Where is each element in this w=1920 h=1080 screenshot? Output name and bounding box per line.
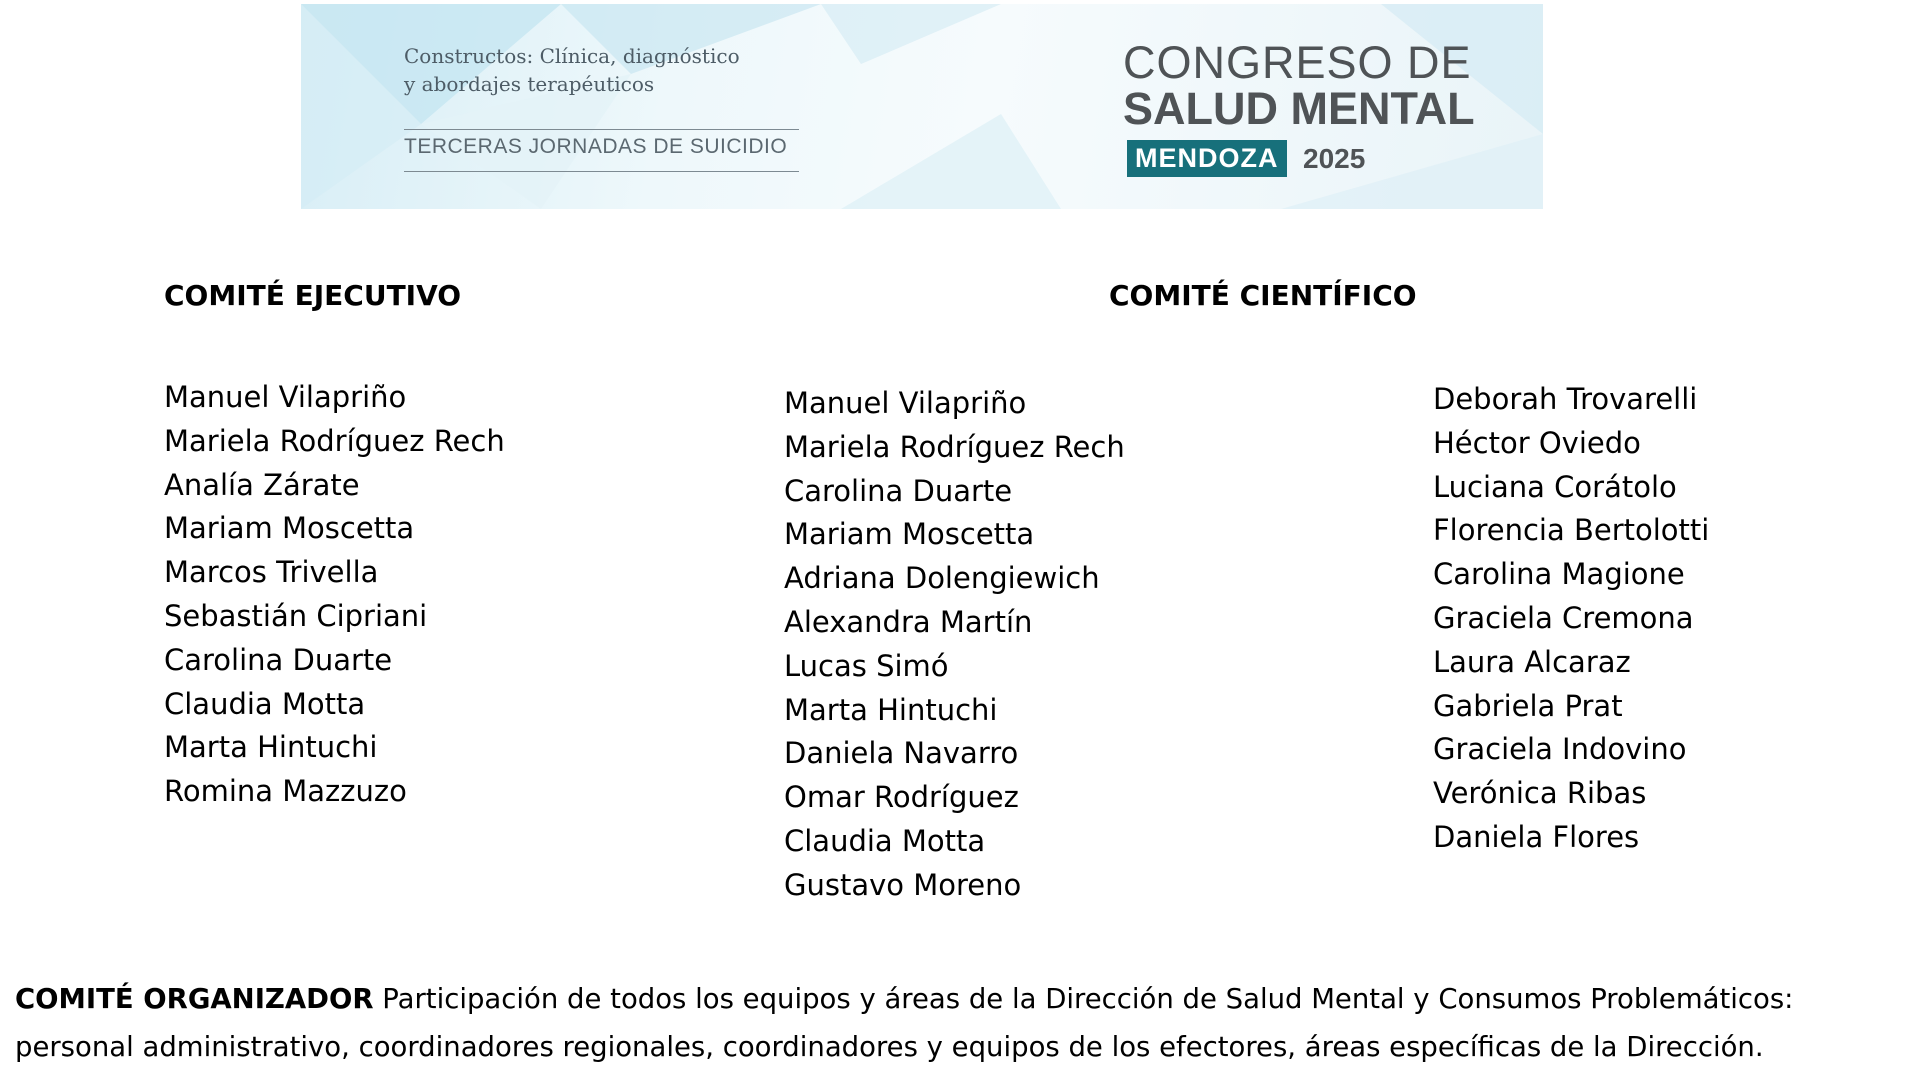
cientifico-member: Daniela Flores: [1433, 819, 1640, 854]
cientifico-heading: COMITÉ CIENTÍFICO: [1109, 279, 1417, 312]
ejecutivo-member: Analía Zárate: [164, 467, 360, 502]
ejecutivo-member-list: [164, 376, 505, 814]
banner-congreso-title: CONGRESO DE: [1123, 37, 1472, 88]
banner-year: 2025: [1303, 143, 1366, 174]
ejecutivo-member: Romina Mazzuzo: [164, 774, 407, 809]
ejecutivo-member: Marcos Trivella: [164, 555, 379, 590]
organizador-text: Participación de todos los equipos y áreas de la Dirección de Salud Mental y Consumos Problemáticos: personal administrativo, coordinadores regionales, coordinadores y equipos de los efectores, áreas específicas de la Dirección.: [15, 983, 1794, 1063]
ejecutivo-member: Carolina Duarte: [164, 642, 393, 677]
banner-divider-bottom: [404, 171, 799, 172]
banner-subtitle: Constructos: Clínica, diagnóstico y abordajes terapéuticos: [404, 44, 740, 96]
cientifico-member: Héctor Oviedo: [1433, 425, 1641, 460]
cientifico-member: Graciela Indovino: [1433, 732, 1687, 767]
ejecutivo-member: Mariam Moscetta: [164, 511, 415, 546]
cientifico-member: Carolina Duarte: [784, 473, 1013, 508]
organizador-title: COMITÉ ORGANIZADOR: [15, 983, 374, 1015]
ejecutivo-member: Mariela Rodríguez Rech: [164, 423, 505, 458]
cientifico-member: Gustavo Moreno: [784, 867, 1022, 902]
brain-logo-icon: [896, 24, 1126, 194]
cientifico-member: Claudia Motta: [784, 823, 986, 858]
cientifico-member: Laura Alcaraz: [1433, 644, 1631, 679]
cientifico-member: Lucas Simó: [784, 648, 949, 683]
cientifico-member: Alexandra Martín: [784, 604, 1033, 639]
cientifico-member: Gabriela Prat: [1433, 688, 1623, 723]
ejecutivo-member: Manuel Vilapriño: [164, 380, 407, 414]
ejecutivo-member: Sebastián Cipriani: [164, 598, 428, 633]
cientifico-member: Florencia Bertolotti: [1433, 513, 1710, 548]
cientifico-member: Manuel Vilapriño: [784, 386, 1027, 420]
cientifico-member: Graciela Cremona: [1433, 600, 1694, 635]
cientifico-member: Daniela Navarro: [784, 736, 1019, 771]
cientifico-member-list-1: [784, 382, 1125, 908]
organizador-paragraph: [15, 975, 1915, 1071]
ejecutivo-member: Claudia Motta: [164, 686, 366, 721]
cientifico-member: Carolina Magione: [1433, 557, 1685, 592]
cientifico-member: Luciana Corátolo: [1433, 469, 1677, 504]
banner-salud-mental-title: SALUD MENTAL: [1123, 83, 1475, 134]
banner-divider-top: [404, 129, 799, 130]
cientifico-member-list-2: [1433, 378, 1709, 860]
ejecutivo-member: Marta Hintuchi: [164, 730, 378, 765]
congress-banner: [301, 4, 1543, 209]
cientifico-member: Deborah Trovarelli: [1433, 382, 1698, 416]
cientifico-member: Mariela Rodríguez Rech: [784, 429, 1125, 464]
cientifico-member: Omar Rodríguez: [784, 780, 1019, 815]
banner-jornadas: TERCERAS JORNADAS DE SUICIDIO: [404, 135, 788, 158]
cientifico-member: Adriana Dolengiewich: [784, 561, 1100, 596]
cientifico-member: Mariam Moscetta: [784, 517, 1035, 552]
cientifico-member: Verónica Ribas: [1433, 776, 1647, 811]
banner-mendoza-badge: MENDOZA: [1127, 140, 1287, 177]
ejecutivo-heading: COMITÉ EJECUTIVO: [164, 279, 462, 312]
cientifico-member: Marta Hintuchi: [784, 692, 998, 727]
